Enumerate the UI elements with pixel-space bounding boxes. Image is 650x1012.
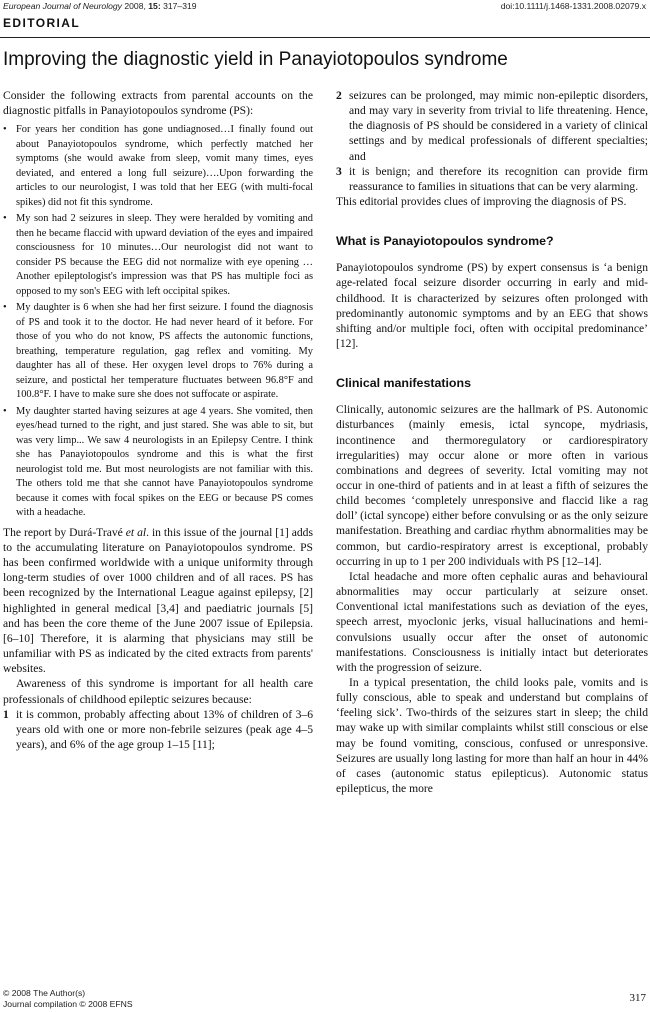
awareness-paragraph: Awareness of this syndrome is important for all health care professionals of childhood epileptic seizures because:: [3, 677, 313, 706]
quote-item: • For years her condition has gone undiagnosed…I finally found out about Panayiotopoulos syndrome, which perfectly matched her symptoms (she would awake from sleep, vomit many times, eyes deviated, and entered a long full seizure)….Upon forwarding the articles to our neurologist, I was told that her EEG (with multi-focal spikes) did not fit this syndrome.: [3, 123, 313, 210]
reason-item: 3 it is benign; and therefore its recognition can provide firm reassurance to families in situations that can be very alarming.: [336, 164, 648, 193]
clinical-paragraph: Clinically, autonomic seizures are the hallmark of PS. Autonomic disturbances (mainly emesis, ictal syncope, mydriasis, incontinence and thermoregulatory or cardiorespiratory irregularities) may occur alone or more often in various combinations and degrees of severity. Ictal vomiting may not occur in one-third of patients and in at least a fifth of seizures the child becomes ‘completely unresponsive and flaccid like a rag doll’ (ictal syncope) either before convulsing or as the only seizure manifestation. Breathing and cardiac rhythm abnormalities may be common, but cardio-respiratory arrest is exceptional, probably occurring in up to 1 per 200 individuals with PS [12–14].: [336, 403, 648, 568]
right-column: [336, 88, 648, 796]
heading-what-is-ps: What is Panayiotopoulos syndrome?: [336, 234, 554, 249]
report-paragraph: The report by Durá-Travé et al. in this issue of the journal [1] adds to the accumulating literature on Panayiotopoulos syndrome. PS has been confirmed worldwide with a unique uniformity through long-term studies of over 1000 children and of all races. PS has been recognized by the International League against epilepsy, [2] highlighted in general medical [3,4] and paediatric journals [5] and has been the core theme of the June 2007 issue of Epilepsia. [6–10] Therefore, it is alarming that physicians may still be unfamiliar with PS as indicated by the cited extracts from parents' websites.: [3, 525, 313, 676]
quote-item: • My daughter is 6 when she had her first seizure. I found the diagnosis of PS and took it to the doctor. He had never heard of it before. For those of you who do not know, PS affects the autonomic functions, breathing, temperature regulation, gag reflex and vomiting. My daughter has all of these. Her oxygen level drops to 76% during a seizure, and postictal her temperature fluctuates between 96.8°F and 100.8°F. I have to make sure she does not suffocate or aspirate.: [3, 301, 313, 403]
definition-paragraph: Panayiotopoulos syndrome (PS) by expert consensus is ‘a benign age-related focal seizure disorder occurring in early and mid-childhood. It is characterized by seizures often prolonged with predominantly autonomic symptoms and by an EEG that shows shifting and/or multiple foci, often with occipital predominance’ [12].: [336, 261, 648, 351]
heading-clinical-manifestations: Clinical manifestations: [336, 376, 471, 391]
clues-paragraph: This editorial provides clues of improving the diagnosis of PS.: [336, 195, 627, 209]
doi[interactable]: doi:10.1111/j.1468-1331.2008.02079.x: [500, 1, 646, 11]
running-header: [3, 1, 646, 14]
quote-item: • My daughter started having seizures at age 4 years. She vomited, then eyes/head turned to the right, and just stared. She was able to sit, but was very limp... We saw 4 neurologists in an Epilepsy Centre. I think she has Panayiotopoulos syndrome and this is what the first neurologist told me. But most neurologists are not familiar with this. The others told me that she cannot have Panayiotopoulos syndrome because it comes with focal spikes on the EEG or because PS comes with a headache.: [3, 405, 313, 521]
reasons-list-continued: [336, 88, 648, 194]
section-label: EDITORIAL: [3, 16, 81, 30]
intro-paragraph: Consider the following extracts from parental accounts on the diagnostic pitfalls in Panayiotopoulos syndrome (PS):: [3, 89, 313, 118]
quote-item: • My son had 2 seizures in sleep. They were heralded by vomiting and then he became flaccid with upward deviation of the eyes and impaired consciousness for 10 minutes…Our neurologist did not want to consider PS because the EEG did not normalize with eye opening …Another epileptologist's impression was that PS has multiple foci as opposed to my son's EEG with left occipital spikes.: [3, 212, 313, 299]
copyright-footer: © 2008 The Author(s) Journal compilation © 2008 EFNS: [3, 988, 133, 1009]
page-number: 317: [629, 992, 646, 1004]
parent-quotes-list: [3, 123, 313, 521]
reason-item: 2 seizures can be prolonged, may mimic non-epileptic disorders, and may vary in severity from trivial to life threatening. Hence, the diagnosis of PS should be considered in a variety of clinical settings and by medical professionals of different specialties; and: [336, 89, 648, 163]
clinical-paragraph: Ictal headache and more often cephalic auras and behavioural abnormalities may occur particularly at seizure onset. Conventional ictal manifestations such as deviation of the eyes, speech arrest, myoclonic jerks, visual hallucinations and hemi-convulsions usually occur after the onset of autonomic manifestations. Consciousness is initially intact but deteriorates with the progression of seizure.: [336, 569, 648, 674]
left-column: [3, 88, 313, 752]
reason-item: 1 it is common, probably affecting about 13% of children of 3–6 years old with one or more non-febrile seizures (peak age 4–5 years), and 6% of the age group 1–15 [11];: [3, 707, 313, 751]
journal-citation: European Journal of Neurology 2008, 15: 317–319: [3, 1, 197, 11]
reasons-list: [3, 707, 313, 752]
clinical-paragraph: In a typical presentation, the child looks pale, vomits and is fully conscious, able to speak and understand but complains of ‘feeling sick’. Two-thirds of the seizures start in sleep; the child may wake up with similar complaints whilst still conscious or else may be found vomiting, conscious, confused or unresponsive. Seizures are usually long lasting for more than half an hour in 44% of cases (autonomic status epilepticus). Autonomic status epilepticus, the more: [336, 676, 648, 796]
header-rule: [0, 37, 650, 38]
article-title: Improving the diagnostic yield in Panayiotopoulos syndrome: [3, 49, 508, 70]
